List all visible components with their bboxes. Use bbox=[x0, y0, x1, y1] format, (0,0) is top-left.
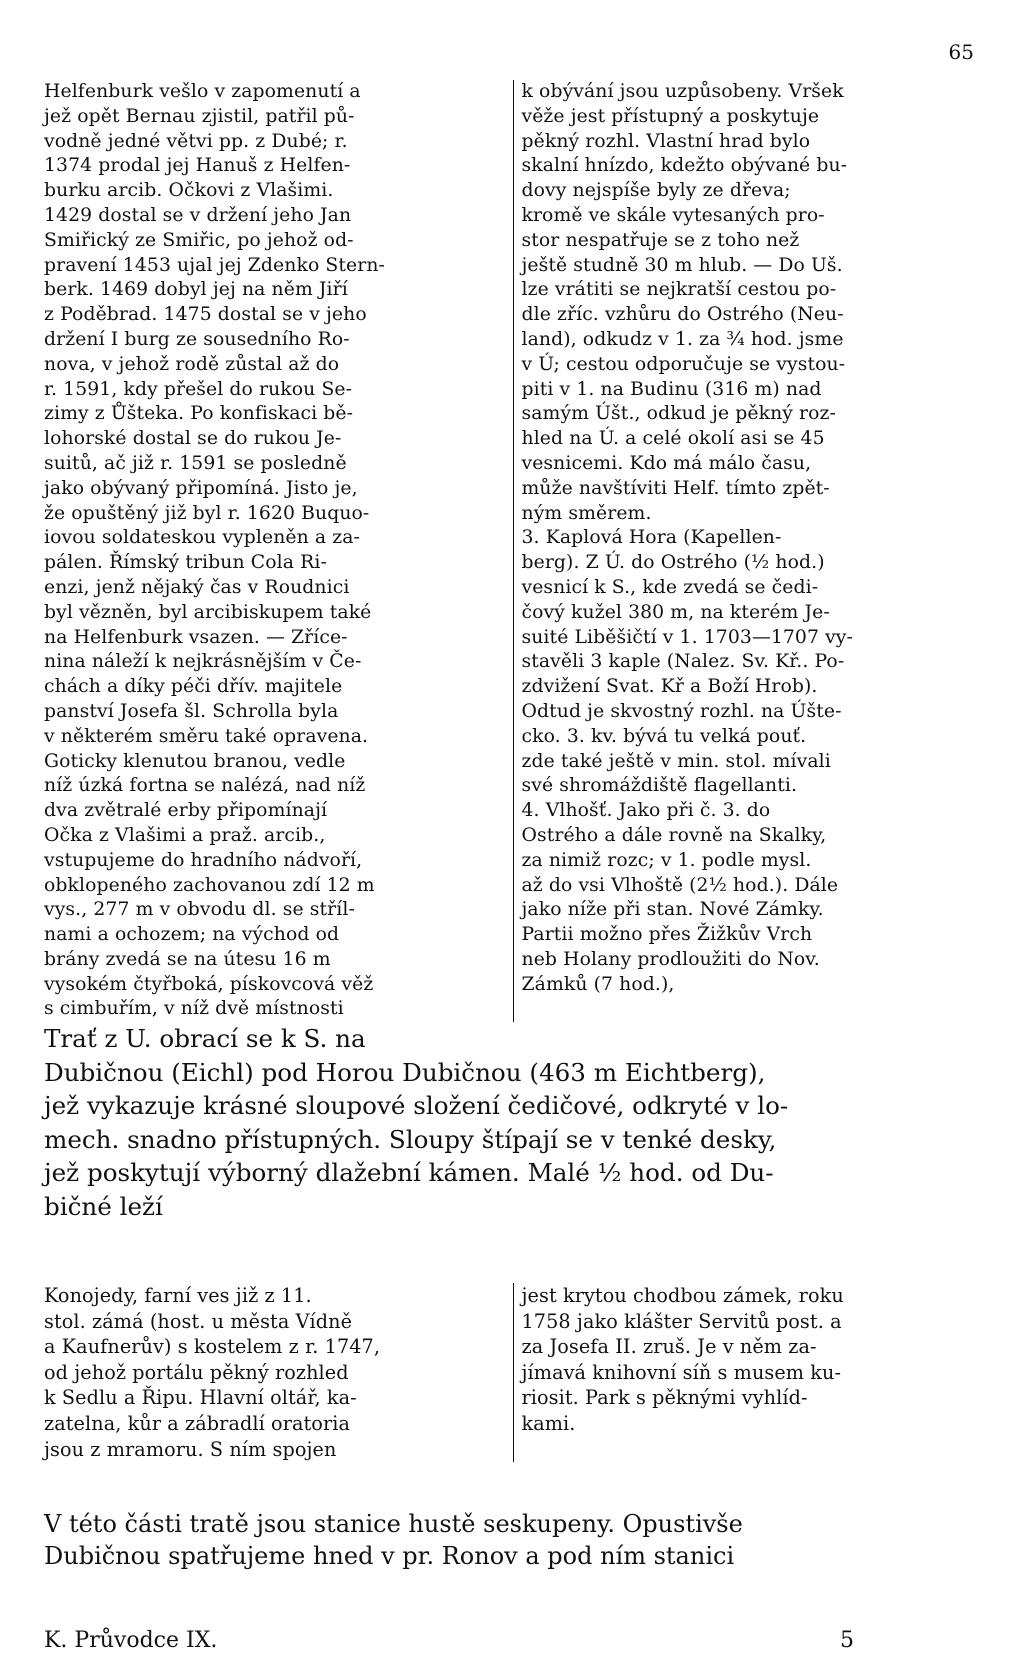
text-line: od jehož portálu pěkný rozhled bbox=[44, 1360, 349, 1384]
text-line: riosit. Park s pěknými vyhlíd- bbox=[521, 1386, 808, 1410]
text-line: hled na Ú. a celé okolí asi se 45 bbox=[521, 428, 825, 450]
text-line: na Helfenburk vsazen. — Zříce- bbox=[44, 626, 348, 648]
text-line: jímavá knihovní síň s musem ku- bbox=[521, 1360, 842, 1384]
text-line: brány zvedá se na útesu 16 m bbox=[44, 948, 331, 970]
text-line: vysokém čtyřboká, pískovcová věž bbox=[44, 973, 374, 995]
text-line: v Ú; cestou odporučuje se vystou- bbox=[521, 353, 846, 375]
text-line: 1758 jako klášter Servitů post. a bbox=[521, 1309, 842, 1333]
text-line: držení I burg ze sousedního Ro- bbox=[44, 328, 350, 350]
text-line: r. 1591, kdy přešel do rukou Se- bbox=[44, 378, 353, 400]
text-line: zde také ještě v min. stol. mívali bbox=[521, 750, 831, 772]
page-number: 65 bbox=[948, 40, 974, 64]
text-line: 1429 dostal se v držení jeho Jan bbox=[44, 204, 352, 226]
footer-book-title: K. Průvodce IX. bbox=[44, 1628, 218, 1653]
text-line: nami a ochozem; na východ od bbox=[44, 924, 340, 946]
text-line: lze vrátiti se nejkratší cestou po- bbox=[521, 279, 837, 301]
text-line: vesnicemi. Kdo má málo času, bbox=[521, 452, 812, 474]
text-line: zatelna, kůr a zábradlí oratoria bbox=[44, 1411, 351, 1435]
text-line: stavěli 3 kaple (Nalez. Sv. Kř.. Po- bbox=[521, 651, 845, 673]
bottom-left-column bbox=[44, 1283, 514, 1462]
text-line: jež opět Bernau zjistil, patřil pů- bbox=[44, 105, 355, 127]
text-line: skalní hnízdo, kdežto obývané bu- bbox=[521, 155, 848, 177]
text-line: z Poděbrad. 1475 dostal se v jeho bbox=[44, 304, 367, 326]
final-paragraph bbox=[44, 1508, 984, 1572]
text-line: věže jest přístupný a poskytuje bbox=[521, 105, 820, 127]
text-line: kami. bbox=[521, 1411, 576, 1435]
text-line: až do vsi Vlhoště (2½ hod.). Dále bbox=[521, 874, 839, 896]
text-line: iovou soldateskou vypleněn a za- bbox=[44, 527, 360, 549]
text-line: panství Josefa šl. Schrolla byla bbox=[44, 700, 339, 722]
text-line: stol. zámá (host. u města Vídně bbox=[44, 1309, 353, 1333]
middle-paragraph bbox=[44, 1022, 984, 1223]
text-line: chách a díky péči dřív. majitele bbox=[44, 676, 343, 698]
text-line: zdvižení Svat. Kř a Boží Hrob). bbox=[521, 676, 818, 698]
text-line: zimy z Ůšteka. Po konfiskaci bě- bbox=[44, 403, 354, 425]
text-line: enzi, jenž nějaký čas v Roudnici bbox=[44, 576, 350, 598]
text-line: suité Liběšičtí v 1. 1703—1707 vy- bbox=[521, 626, 853, 648]
text-line: pravení 1453 ujal jej Zdenko Stern- bbox=[44, 254, 385, 276]
text-line: níž úzká fortna se nalézá, nad níž bbox=[44, 775, 366, 797]
text-line: burku arcib. Očkovi z Vlašimi. bbox=[44, 180, 334, 202]
top-two-column-text bbox=[44, 80, 984, 1022]
text-line: Dubičnou spatřujeme hned v pr. Ronov a pod ním stanici bbox=[44, 1542, 735, 1570]
text-line: Konojedy, farní ves již z 11. bbox=[44, 1284, 312, 1307]
bottom-two-column-text bbox=[44, 1283, 984, 1462]
text-line: vys., 277 m v obvodu dl. se stříl- bbox=[44, 899, 355, 921]
text-line: Partii možno přes Žižkův Vrch bbox=[521, 924, 813, 946]
top-left-column bbox=[44, 80, 514, 1022]
text-line: za Josefa II. zruš. Je v něm za- bbox=[521, 1335, 817, 1359]
text-line: Goticky klenutou branou, vedle bbox=[44, 750, 346, 772]
text-line: V této části tratě jsou stanice hustě seskupeny. Opustivše bbox=[44, 1510, 743, 1538]
text-line: stor nespatřuje se z toho než bbox=[521, 229, 800, 251]
text-line: jež poskytují výborný dlažební kámen. Malé ½ hod. od Du- bbox=[44, 1158, 774, 1187]
top-right-column bbox=[522, 80, 985, 1022]
text-line: čový kužel 380 m, na kterém Je- bbox=[521, 601, 830, 623]
text-line: za nimiž rozc; v 1. podle mysl. bbox=[521, 849, 812, 871]
text-line: cko. 3. kv. bývá tu velká pouť. bbox=[521, 725, 807, 747]
text-line: lohorské dostal se do rukou Je- bbox=[44, 428, 342, 450]
text-line: suitů, ač již r. 1591 se posledně bbox=[44, 452, 347, 474]
text-line: 3. Kaplová Hora (Kapellen- bbox=[521, 527, 782, 549]
text-line: neb Holany prodloužiti do Nov. bbox=[521, 948, 820, 970]
text-line: vesnicí k S., kde zvedá se čedi- bbox=[521, 576, 819, 598]
text-line: land), odkudz v 1. za ¾ hod. jsme bbox=[521, 328, 844, 350]
text-line: k obývání jsou uzpůsobeny. Vršek bbox=[521, 81, 844, 102]
text-line: nova, v jehož rodě zůstal až do bbox=[44, 353, 340, 375]
text-line: dva zvětralé erby připomínají bbox=[44, 800, 328, 822]
text-line: k Sedlu a Řipu. Hlavní oltář, ka- bbox=[44, 1386, 357, 1410]
text-line: 4. Vlhošť. Jako při č. 3. do bbox=[521, 800, 771, 822]
text-line: Ostrého a dále rovně na Skalky, bbox=[521, 824, 827, 846]
text-line: může navštíviti Helf. tímto zpět- bbox=[521, 477, 830, 499]
text-line: pálen. Římský tribun Cola Ri- bbox=[44, 552, 327, 574]
text-line: své shromáždiště flagellanti. bbox=[521, 775, 798, 797]
text-line: piti v 1. na Budinu (316 m) nad bbox=[521, 378, 822, 400]
bottom-right-column bbox=[522, 1283, 985, 1462]
text-line: Helfenburk vešlo v zapomenutí a bbox=[44, 81, 361, 102]
text-line: vodně jedné větvi pp. z Dubé; r. bbox=[44, 130, 348, 152]
text-line: jest krytou chodbou zámek, roku bbox=[521, 1284, 844, 1307]
text-line: jsou z mramoru. S ním spojen bbox=[44, 1437, 337, 1461]
text-line: Trať z U. obrací se k S. na bbox=[44, 1024, 366, 1053]
text-line: ným směrem. bbox=[521, 502, 652, 524]
text-line: berg). Z Ú. do Ostrého (½ hod.) bbox=[521, 552, 825, 574]
text-line: vstupujeme do hradního nádvoří, bbox=[44, 849, 363, 871]
text-line: obklopeného zachovanou zdí 12 m bbox=[44, 874, 375, 896]
text-line: v některém směru také opravena. bbox=[44, 725, 369, 747]
text-line: dovy nejspíše byly ze dřeva; bbox=[521, 180, 791, 202]
text-line: Zámků (7 hod.), bbox=[521, 973, 675, 995]
page-footer bbox=[44, 1628, 854, 1653]
text-line: že opuštěný již byl r. 1620 Buquo- bbox=[44, 502, 370, 524]
text-line: samým Úšt., odkud je pěkný roz- bbox=[521, 403, 836, 425]
text-line: 1374 prodal jej Hanuš z Helfen- bbox=[44, 155, 351, 177]
text-line: nina náleží k nejkrásnějším v Če- bbox=[44, 651, 362, 673]
text-line: jež vykazuje krásné sloupové složení čedičové, odkryté v lo- bbox=[44, 1091, 789, 1120]
text-line: berk. 1469 dobyl jej na něm Jiří bbox=[44, 279, 348, 301]
footer-signature-number: 5 bbox=[840, 1628, 854, 1653]
text-line: Dubičnou (Eichl) pod Horou Dubičnou (463 m Eichtberg), bbox=[44, 1057, 766, 1087]
text-line: ještě studně 30 m hlub. — Do Uš. bbox=[521, 254, 843, 276]
text-line: mech. snadno přístupných. Sloupy štípají se v tenké desky, bbox=[44, 1124, 777, 1154]
text-line: pěkný rozhl. Vlastní hrad bylo bbox=[521, 130, 811, 152]
text-line: jako obývaný připomíná. Jisto je, bbox=[44, 477, 358, 499]
text-line: s cimbuřím, v níž dvě místnosti bbox=[44, 998, 344, 1020]
text-line: a Kaufnerův) s kostelem z r. 1747, bbox=[44, 1335, 381, 1359]
text-line: byl vězněn, byl arcibiskupem také bbox=[44, 601, 372, 623]
text-line: Očka z Vlašimi a praž. arcib., bbox=[44, 824, 326, 846]
text-line: bičné leží bbox=[44, 1191, 163, 1221]
text-line: kromě ve skále vytesaných pro- bbox=[521, 204, 825, 226]
text-line: jako níže při stan. Nové Zámky. bbox=[521, 899, 824, 921]
text-line: Odtud je skvostný rozhl. na Úšte- bbox=[521, 700, 842, 722]
text-line: dle zříc. vzhůru do Ostrého (Neu- bbox=[521, 304, 844, 326]
text-line: Smiřický ze Smiřic, po jehož od- bbox=[44, 229, 354, 251]
